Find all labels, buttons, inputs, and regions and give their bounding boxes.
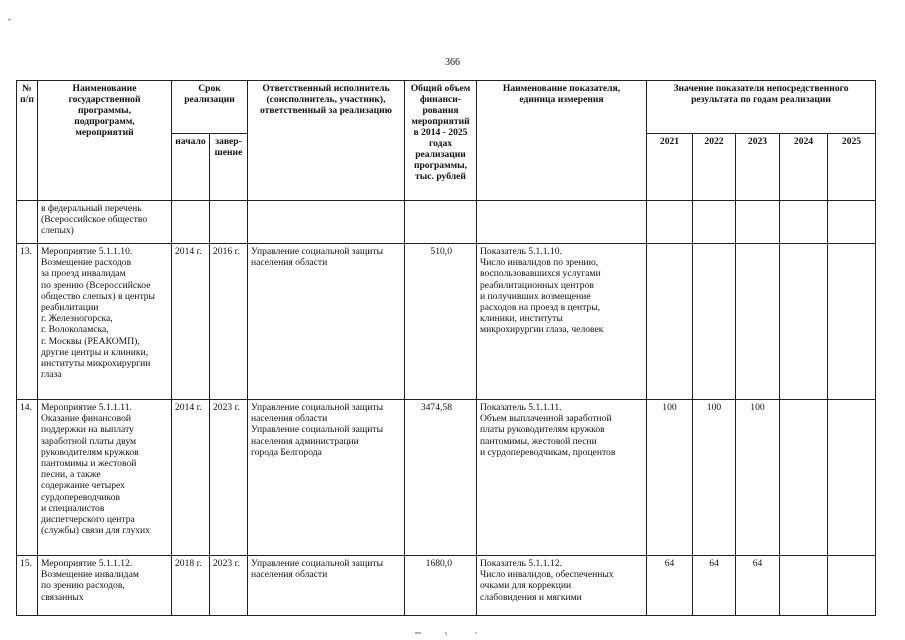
scan-corner-mark: - [8,14,11,24]
header-values-title: Значение показателя непосредственного результата по годам реализации [647,81,876,134]
program-table [16,80,876,616]
row-name: Мероприятие 5.1.1.10. Возмещение расходов за проезд инвалидам по зрению (Всероссийское общество слепых) в центры реабилитации г. Железногорска, г. Волоколамска, г. Москвы (РЕАКОМП), другие центры и клиники, институты микрохирургии глаза [38,244,172,400]
row-value-2024 [780,244,828,400]
header-executor: Ответственный исполнитель (соисполнитель, участник), ответственный за реализацию [248,81,405,201]
row-indicator: Показатель 5.1.1.10. Число инвалидов по зрению, воспользовавшихся услугами реабилитационных центров и получивших возмещение расходов на проезд в центры, клиники, институты микрохирургии глаза, человек [477,244,647,400]
row-volume: 3474,58 [405,400,477,556]
header-term: Срок реализации [172,81,248,134]
row-volume [405,201,477,244]
row-executor [248,201,405,244]
header-year-2023: 2023 [736,134,780,201]
header-name: Наименование государственной программы, подпрограмм, мероприятий [38,81,172,201]
row-value-2023: 100 [736,400,780,556]
row-name: в федеральный перечень (Всероссийское общество слепых) [38,201,172,244]
row-value-2024 [780,201,828,244]
row-num: 14. [17,400,38,556]
row-value-2021 [647,201,693,244]
row-value-2022 [693,244,736,400]
row-name: Мероприятие 5.1.1.11. Оказание финансовой поддержки на выплату заработной платы двум руководителям кружков пантомимы и жестовой песни, а также содержание четырех сурдопереводчиков и специалистов диспетчерского центра (службы) связи для глухих [38,400,172,556]
row-value-2021: 100 [647,400,693,556]
row-value-2023 [736,201,780,244]
header-term-end: завер- шение [210,134,248,201]
row-volume: 510,0 [405,244,477,400]
header-term-start: начало [172,134,210,201]
header-volume: Общий объем финанси- рования мероприятий в 2014 - 2025 годах реализации программы, тыс. рублей [405,81,477,201]
row-value-2025 [828,556,876,616]
row-value-2021: 64 [647,556,693,616]
row-start [172,201,210,244]
row-num: 15. [17,556,38,616]
row-volume: 1680,0 [405,556,477,616]
row-value-2023 [736,244,780,400]
row-value-2021 [647,244,693,400]
table-row [17,556,876,616]
row-value-2024 [780,556,828,616]
row-value-2025 [828,244,876,400]
row-value-2022: 64 [693,556,736,616]
table-row [17,400,876,556]
row-end: 2016 г. [210,244,248,400]
row-end: 2023 г. [210,556,248,616]
row-start: 2018 г. [172,556,210,616]
row-num: 13. [17,244,38,400]
row-value-2025 [828,201,876,244]
table-row [17,201,876,244]
row-start: 2014 г. [172,244,210,400]
row-end [210,201,248,244]
row-name: Мероприятие 5.1.1.12. Возмещение инвалидам по зрению расходов, связанных [38,556,172,616]
header-row-1 [17,81,876,134]
row-value-2025 [828,400,876,556]
scan-artifact [415,630,495,636]
header-year-2024: 2024 [780,134,828,201]
row-executor: Управление социальной защиты населения области [248,244,405,400]
header-year-2021: 2021 [647,134,693,201]
table-row [17,244,876,400]
row-end: 2023 г. [210,400,248,556]
row-value-2022: 100 [693,400,736,556]
header-year-2025: 2025 [828,134,876,201]
row-executor: Управление социальной защиты населения области Управление социальной защиты населения администрации города Белгорода [248,400,405,556]
row-executor: Управление социальной защиты населения области [248,556,405,616]
header-num: № п/п [17,81,38,201]
row-value-2023: 64 [736,556,780,616]
row-indicator [477,201,647,244]
page-number: 366 [445,57,460,68]
row-value-2024 [780,400,828,556]
row-start: 2014 г. [172,400,210,556]
header-year-2022: 2022 [693,134,736,201]
row-num [17,201,38,244]
row-indicator: Показатель 5.1.1.11. Объем выплаченной заработной платы руководителям кружков пантомимы, жестовой песни и сурдопереводчикам, процентов [477,400,647,556]
row-indicator: Показатель 5.1.1.12. Число инвалидов, обеспеченных очками для коррекции слабовидения и мягкими [477,556,647,616]
row-value-2022 [693,201,736,244]
header-indicator: Наименование показателя, единица измерения [477,81,647,201]
